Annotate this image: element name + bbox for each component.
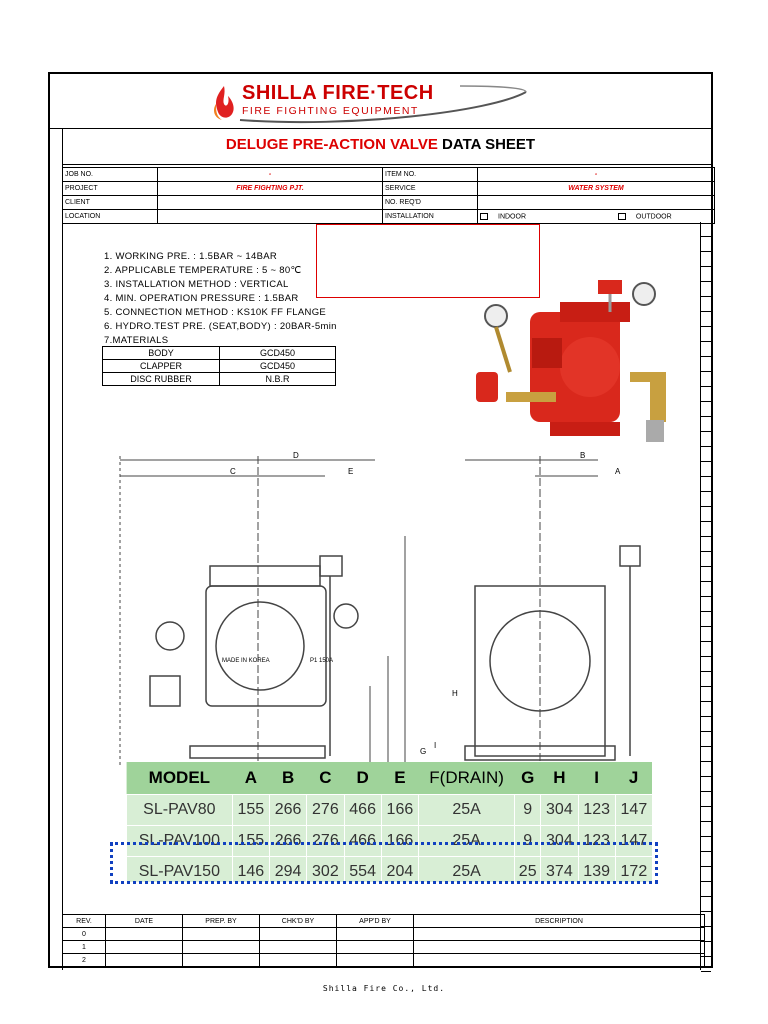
material-part: BODY <box>103 347 220 360</box>
materials-table <box>102 346 336 386</box>
plate-size: P1 150A <box>310 658 334 664</box>
company-logo <box>210 80 530 124</box>
dim-label-h: H <box>452 689 458 698</box>
dim-label-i: I <box>434 741 437 750</box>
cell: 374 <box>541 857 578 888</box>
cell: 466 <box>344 795 381 826</box>
cell: 304 <box>541 826 578 857</box>
table-row <box>63 928 705 941</box>
table-row <box>103 360 336 373</box>
dimension-drawing <box>110 451 670 766</box>
rev-number: 1 <box>63 941 106 954</box>
date-header: DATE <box>106 915 183 928</box>
rev-header: REV. <box>63 915 106 928</box>
table-header-row <box>63 915 705 928</box>
location-label: LOCATION <box>63 210 158 224</box>
title-suffix: DATA SHEET <box>442 136 536 153</box>
spec-item: 6. HYDRO.TEST PRE. (SEAT,BODY) : 20BAR-5min <box>104 321 337 332</box>
client-label: CLIENT <box>63 196 158 210</box>
company-name: SHILLA FIRE·TECH <box>242 82 434 104</box>
valve-photo <box>470 272 680 452</box>
item-no-value: - <box>478 168 715 182</box>
cell: 123 <box>578 795 615 826</box>
cell: 147 <box>615 826 652 857</box>
material-spec: GCD450 <box>220 360 336 373</box>
cell: 147 <box>615 795 652 826</box>
cell: 276 <box>307 826 344 857</box>
header-i: I <box>578 762 615 795</box>
company-tagline: FIRE FIGHTING EQUIPMENT <box>242 105 419 117</box>
plate-text: MADE IN KOREA <box>222 658 270 664</box>
data-sheet <box>48 72 713 968</box>
spec-item: 2. APPLICABLE TEMPERATURE : 5 ~ 80℃ <box>104 265 302 276</box>
header-model: MODEL <box>127 762 233 795</box>
info-table <box>62 167 715 224</box>
service-value: WATER SYSTEM <box>478 182 715 196</box>
cell: 302 <box>307 857 344 888</box>
outdoor-label: OUTDOOR <box>635 213 672 221</box>
right-margin-grid <box>700 222 711 970</box>
spec-item: 4. MIN. OPERATION PRESSURE : 1.5BAR <box>104 293 299 304</box>
dim-label-g: G <box>420 747 427 756</box>
header-c: C <box>307 762 344 795</box>
noreq-label: NO. REQ'D <box>383 196 478 210</box>
cell: SL-PAV100 <box>127 826 233 857</box>
appd-header: APP'D BY <box>337 915 414 928</box>
cell: 9 <box>515 826 541 857</box>
location-value <box>158 210 383 224</box>
service-label: SERVICE <box>383 182 478 196</box>
header-b: B <box>269 762 306 795</box>
cell: 204 <box>381 857 418 888</box>
project-value: FIRE FIGHTING PJT. <box>158 182 383 196</box>
cell: 294 <box>269 857 306 888</box>
logo-header <box>50 74 711 129</box>
table-row <box>127 795 653 826</box>
pressure-gauge-icon <box>633 283 655 305</box>
dim-label-b: B <box>580 451 586 460</box>
dim-label-e: E <box>348 467 354 476</box>
cell: 155 <box>232 826 269 857</box>
client-value <box>158 196 383 210</box>
indoor-label: INDOOR <box>498 213 526 221</box>
revision-table <box>62 914 705 967</box>
footer-company: Shilla Fire Co., Ltd. <box>322 984 446 993</box>
cell: 155 <box>232 795 269 826</box>
header-h: H <box>541 762 578 795</box>
left-border <box>62 128 63 970</box>
spec-item: 7.MATERIALS <box>104 335 169 346</box>
table-row <box>103 347 336 360</box>
highlight-selection-box <box>110 842 658 884</box>
header-f: F(DRAIN) <box>419 762 515 795</box>
project-label: PROJECT <box>63 182 158 196</box>
table-row <box>63 954 705 967</box>
description-header: DESCRIPTION <box>414 915 705 928</box>
header-d: D <box>344 762 381 795</box>
cell: 25A <box>419 826 515 857</box>
header-g: G <box>515 762 541 795</box>
chkd-header: CHK'D BY <box>260 915 337 928</box>
cell: 166 <box>381 795 418 826</box>
spec-item: 3. INSTALLATION METHOD : VERTICAL <box>104 279 289 290</box>
table-header-row <box>127 762 653 795</box>
rev-number: 0 <box>63 928 106 941</box>
material-part: DISC RUBBER <box>103 373 220 386</box>
table-row <box>103 373 336 386</box>
material-part: CLAPPER <box>103 360 220 373</box>
spec-item: 1. WORKING PRE. : 1.5BAR ~ 14BAR <box>104 251 278 262</box>
cell: 166 <box>381 826 418 857</box>
cell: 25A <box>419 795 515 826</box>
dim-label-d: D <box>293 451 299 460</box>
material-spec: GCD450 <box>220 347 336 360</box>
installation-label: INSTALLATION <box>383 210 478 224</box>
cell: 172 <box>615 857 652 888</box>
spec-item: 5. CONNECTION METHOD : KS10K FF FLANGE <box>104 307 327 318</box>
header-e: E <box>381 762 418 795</box>
spec-list <box>104 250 337 348</box>
cell: 266 <box>269 795 306 826</box>
outdoor-checkbox[interactable] <box>618 213 626 220</box>
cell: 25A <box>419 857 515 888</box>
dim-label-c: C <box>230 467 236 476</box>
cell: SL-PAV150 <box>127 857 233 888</box>
cell: 139 <box>578 857 615 888</box>
cell: 266 <box>269 826 306 857</box>
cell: 276 <box>307 795 344 826</box>
header-j: J <box>615 762 652 795</box>
installation-options <box>478 210 715 224</box>
job-no-value: - <box>158 168 383 182</box>
header-a: A <box>232 762 269 795</box>
pressure-gauge-icon <box>485 305 507 327</box>
job-no-label: JOB NO. <box>63 168 158 182</box>
title-product: DELUGE PRE-ACTION VALVE <box>225 136 438 153</box>
dim-label-a: A <box>615 467 621 476</box>
page-title <box>50 136 711 153</box>
title-divider <box>62 164 711 165</box>
indoor-checkbox[interactable] <box>480 213 488 220</box>
table-row <box>63 941 705 954</box>
rev-number: 2 <box>63 954 106 967</box>
cell: 9 <box>515 795 541 826</box>
item-no-label: ITEM NO. <box>383 168 478 182</box>
prep-header: PREP. BY <box>183 915 260 928</box>
cell: 25 <box>515 857 541 888</box>
cell: 554 <box>344 857 381 888</box>
noreq-value <box>478 196 715 210</box>
cell: SL-PAV80 <box>127 795 233 826</box>
cell: 466 <box>344 826 381 857</box>
cell: 123 <box>578 826 615 857</box>
material-spec: N.B.R <box>220 373 336 386</box>
cell: 304 <box>541 795 578 826</box>
cell: 146 <box>232 857 269 888</box>
